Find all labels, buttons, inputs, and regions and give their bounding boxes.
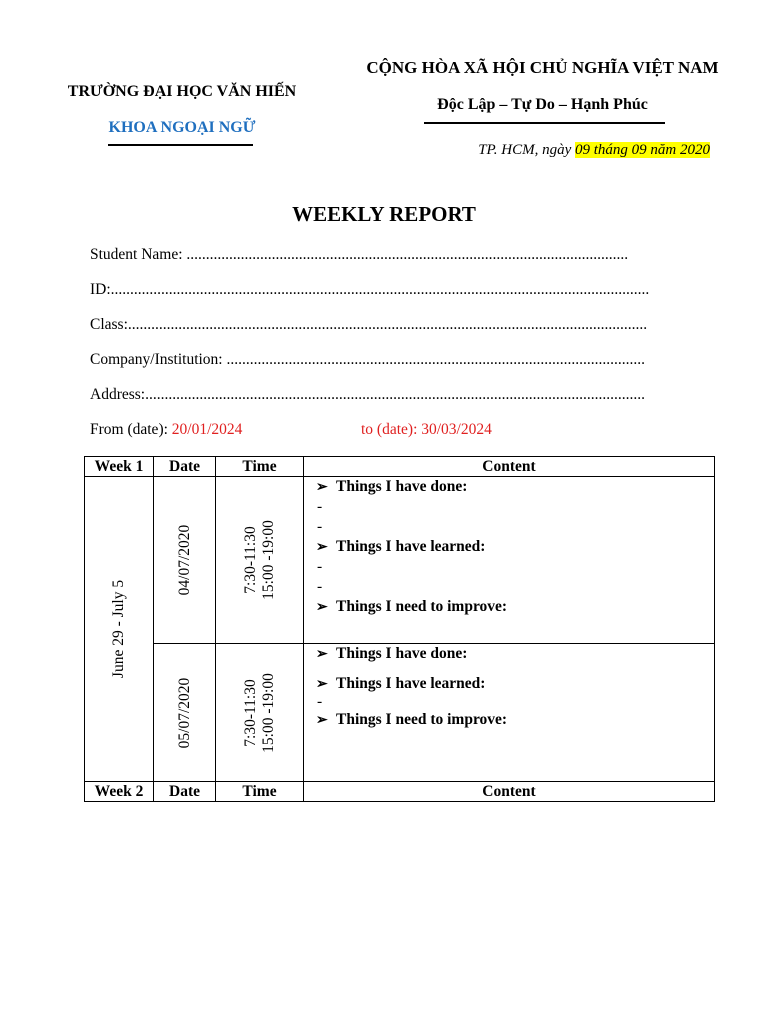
arrow-bullet-icon: ➢ — [316, 712, 328, 728]
improve-item — [316, 597, 714, 617]
done-item — [316, 477, 714, 497]
time-afternoon: 15:00 -19:00 — [259, 672, 277, 753]
nation-title: CỘNG HÒA XÃ HỘI CHỦ NGHĨA VIỆT NAM — [366, 58, 719, 77]
time-cell — [216, 477, 304, 644]
dash-line: - — [317, 558, 323, 575]
arrow-bullet-icon: ➢ — [316, 676, 328, 692]
done-label: Things I have done: — [336, 645, 468, 662]
school-name: TRƯỜNG ĐẠI HỌC VĂN HIẾN — [67, 83, 297, 100]
improve-label: Things I need to improve: — [336, 711, 508, 728]
department-name: KHOA NGOẠI NGỮ — [108, 119, 256, 136]
arrow-bullet-icon: ➢ — [316, 539, 328, 555]
time-header: Time — [216, 782, 304, 802]
learned-label: Things I have learned: — [336, 675, 486, 692]
date-cell — [154, 477, 216, 644]
from-date-field — [90, 421, 242, 439]
improve-item — [316, 710, 714, 730]
row-time — [242, 520, 278, 600]
date-header: Date — [154, 782, 216, 802]
time-morning: 7:30-11:30 — [241, 526, 259, 594]
week2-header: Week 2 — [85, 782, 154, 802]
from-date-label: From (date): — [90, 421, 172, 438]
arrow-bullet-icon: ➢ — [316, 599, 328, 615]
department-underline — [108, 144, 253, 146]
date-cell — [154, 644, 216, 782]
motto-underline — [424, 122, 665, 124]
to-date-field: to (date): 30/03/2024 — [361, 421, 492, 438]
student-name-field: Student Name: .................................................................................................................. — [90, 246, 629, 263]
company-field: Company/Institution: ............................................................................................................ — [90, 351, 645, 368]
table-row — [85, 477, 715, 644]
page-title: WEEKLY REPORT — [292, 202, 476, 226]
weekly-report-table — [84, 456, 715, 802]
week-range-cell — [85, 477, 154, 782]
document-date — [478, 142, 710, 159]
table-header-row — [85, 457, 715, 477]
improve-label: Things I need to improve: — [336, 598, 508, 615]
time-morning: 7:30-11:30 — [241, 678, 259, 747]
address-field: Address:................................................................................................................................. — [90, 386, 645, 403]
class-field: Class:...................................................................................................................................... — [90, 316, 648, 333]
learned-label: Things I have learned: — [336, 538, 486, 555]
date-prefix: TP. HCM, ngày — [478, 142, 575, 158]
row-time — [242, 673, 278, 753]
table-row — [85, 644, 715, 782]
dash-line: - — [317, 498, 323, 515]
content-header: Content — [304, 457, 715, 477]
done-item — [316, 644, 714, 664]
from-date-value: 20/01/2024 — [171, 421, 243, 438]
content-header: Content — [304, 782, 715, 802]
time-header: Time — [216, 457, 304, 477]
row-date: 05/07/2020 — [175, 677, 193, 748]
content-cell — [304, 644, 715, 782]
learned-item — [316, 674, 714, 694]
week1-header: Week 1 — [85, 457, 154, 477]
done-label: Things I have done: — [336, 478, 468, 495]
table-footer-row — [85, 782, 715, 802]
national-motto: Độc Lập – Tự Do – Hạnh Phúc — [437, 96, 648, 113]
content-cell — [304, 477, 715, 644]
row-date: 04/07/2020 — [175, 524, 193, 596]
arrow-bullet-icon: ➢ — [316, 479, 328, 495]
date-header: Date — [154, 457, 216, 477]
week-range: June 29 - July 5 — [110, 579, 127, 679]
spacer — [316, 664, 714, 674]
time-afternoon: 15:00 -19:00 — [259, 520, 277, 600]
id-field: ID:........................................................................................................................................... — [90, 281, 650, 298]
date-value: 09 tháng 09 năm 2020 — [575, 142, 710, 158]
time-cell — [216, 644, 304, 782]
dash-line: - — [317, 518, 323, 535]
dash-line: - — [317, 693, 323, 710]
dash-line: - — [317, 578, 323, 595]
learned-item — [316, 537, 714, 557]
arrow-bullet-icon: ➢ — [316, 646, 328, 662]
